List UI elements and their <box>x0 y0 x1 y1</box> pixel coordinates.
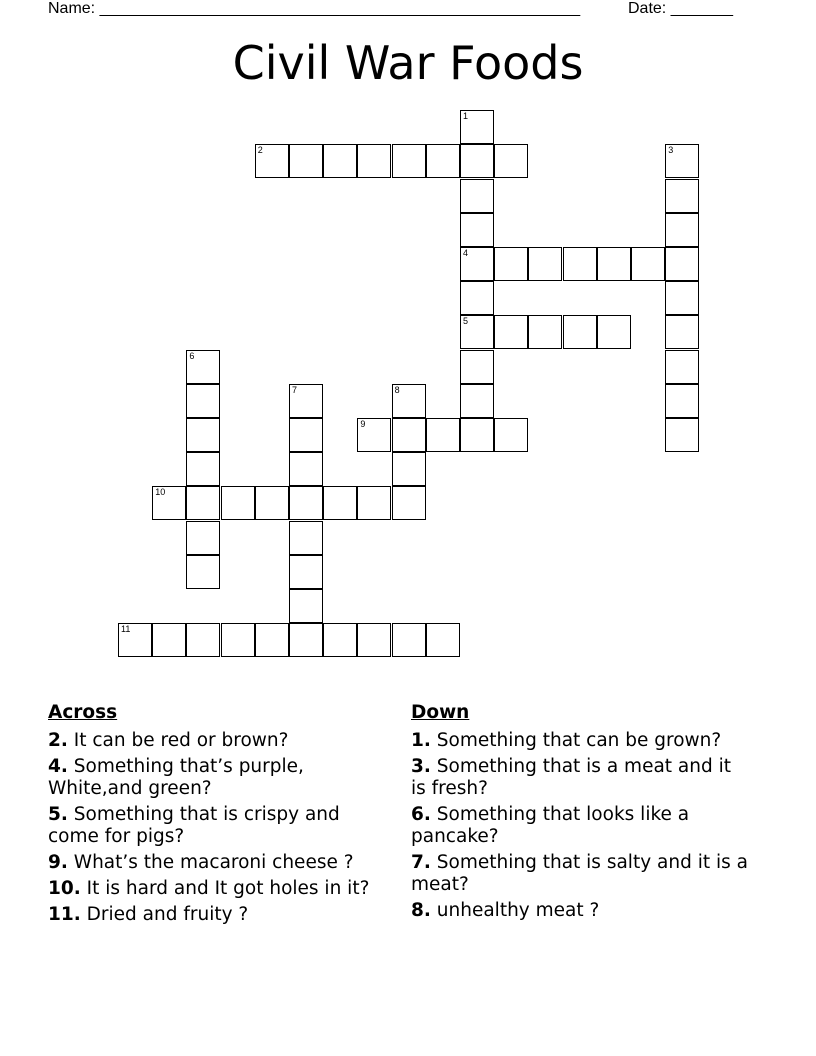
grid-cell[interactable] <box>494 247 528 281</box>
cell-number: 2 <box>257 145 263 156</box>
grid-cell[interactable] <box>665 247 699 281</box>
cell-number: 1 <box>463 111 469 122</box>
cell-number: 9 <box>360 419 366 429</box>
clue-text: Something that is crispy and come for pigs? <box>48 804 340 847</box>
date-field-label: Date: _______ <box>628 0 733 17</box>
grid-cell[interactable] <box>426 418 460 452</box>
down-heading: Down <box>411 702 470 723</box>
clue-text: Something that’s purple, White,and green? <box>48 756 304 799</box>
clue-down-1 <box>411 730 751 752</box>
grid-cell[interactable] <box>118 623 152 657</box>
clue-across-11 <box>48 904 388 926</box>
cell-number: 10 <box>155 487 166 498</box>
grid-cell[interactable] <box>665 315 699 349</box>
grid-cell[interactable] <box>255 144 289 178</box>
grid-cell[interactable] <box>323 623 357 657</box>
grid-cell[interactable] <box>186 350 220 384</box>
grid-cell[interactable] <box>597 315 631 349</box>
grid-cell[interactable] <box>665 213 699 247</box>
cell-number: 3 <box>668 145 674 156</box>
clue-number: 9. <box>48 852 68 873</box>
clue-across-9 <box>48 852 388 874</box>
grid-cell[interactable] <box>186 384 220 418</box>
across-heading: Across <box>48 702 118 723</box>
grid-cell[interactable] <box>357 144 391 178</box>
grid-cell[interactable] <box>494 144 528 178</box>
clue-number: 11. <box>48 904 81 925</box>
cell-number: 7 <box>292 384 298 395</box>
grid-cell[interactable] <box>289 452 323 486</box>
across-clues <box>48 702 388 930</box>
grid-cell[interactable] <box>357 418 391 452</box>
grid-cell[interactable] <box>392 418 426 452</box>
grid-cell[interactable] <box>186 486 220 520</box>
grid-cell[interactable] <box>460 418 494 452</box>
grid-cell[interactable] <box>221 486 255 520</box>
grid-cell[interactable] <box>631 247 665 281</box>
grid-cell[interactable] <box>494 418 528 452</box>
clue-down-6 <box>411 804 751 848</box>
clue-number: 8. <box>411 900 431 921</box>
grid-cell[interactable] <box>186 623 220 657</box>
clue-number: 3. <box>411 756 431 777</box>
grid-cell[interactable] <box>289 384 323 418</box>
clue-across-2 <box>48 730 388 752</box>
grid-cell[interactable] <box>323 144 357 178</box>
grid-cell[interactable] <box>392 486 426 520</box>
cell-number: 6 <box>189 350 195 361</box>
grid-cell[interactable] <box>460 179 494 213</box>
grid-cell[interactable] <box>460 213 494 247</box>
clue-text: unhealthy meat ? <box>430 900 600 921</box>
grid-cell[interactable] <box>289 623 323 657</box>
grid-cell[interactable] <box>289 144 323 178</box>
clue-down-8 <box>411 900 751 922</box>
grid-cell[interactable] <box>289 521 323 555</box>
grid-cell[interactable] <box>426 623 460 657</box>
clue-text: What’s the macaroni cheese ? <box>67 852 354 873</box>
grid-cell[interactable] <box>665 418 699 452</box>
grid-cell[interactable] <box>460 110 494 144</box>
grid-cell[interactable] <box>392 452 426 486</box>
grid-cell[interactable] <box>186 521 220 555</box>
grid-cell[interactable] <box>392 144 426 178</box>
clue-across-4 <box>48 756 388 800</box>
grid-cell[interactable] <box>597 247 631 281</box>
cell-number: 8 <box>394 384 400 395</box>
grid-cell[interactable] <box>528 315 562 349</box>
clue-text: Something that is salty and it is a meat? <box>411 852 748 895</box>
clue-down-7 <box>411 852 751 896</box>
clue-across-10 <box>48 878 388 900</box>
grid-cell[interactable] <box>289 486 323 520</box>
grid-cell[interactable] <box>357 623 391 657</box>
grid-cell[interactable] <box>460 281 494 315</box>
grid-cell[interactable] <box>665 384 699 418</box>
cell-number: 11 <box>121 624 131 635</box>
grid-cell[interactable] <box>289 589 323 623</box>
clue-number: 4. <box>48 756 68 777</box>
cell-number: 4 <box>463 248 469 258</box>
grid-cell[interactable] <box>289 418 323 452</box>
grid-cell[interactable] <box>255 623 289 657</box>
grid-cell[interactable] <box>528 247 562 281</box>
grid-cell[interactable] <box>460 350 494 384</box>
grid-cell[interactable] <box>665 144 699 178</box>
grid-cell[interactable] <box>563 247 597 281</box>
name-field-label: Name: ______________________________________________________ <box>48 0 581 17</box>
grid-cell[interactable] <box>221 623 255 657</box>
clue-number: 10. <box>48 878 81 899</box>
clue-text: It is hard and It got holes in it? <box>80 878 370 899</box>
grid-cell[interactable] <box>460 315 494 349</box>
down-clues <box>411 702 751 926</box>
grid-cell[interactable] <box>357 486 391 520</box>
clue-text: Something that is a meat and it is fresh? <box>411 756 731 799</box>
clue-text: Something that can be grown? <box>430 730 722 751</box>
clue-number: 7. <box>411 852 431 873</box>
grid-cell[interactable] <box>460 247 494 281</box>
grid-cell[interactable] <box>186 418 220 452</box>
grid-cell[interactable] <box>494 315 528 349</box>
grid-cell[interactable] <box>323 486 357 520</box>
grid-cell[interactable] <box>665 281 699 315</box>
grid-cell[interactable] <box>665 350 699 384</box>
clue-number: 6. <box>411 804 431 825</box>
clue-number: 2. <box>48 730 68 751</box>
grid-cell[interactable] <box>186 452 220 486</box>
grid-cell[interactable] <box>186 555 220 589</box>
grid-cell[interactable] <box>460 144 494 178</box>
grid-cell[interactable] <box>289 555 323 589</box>
cell-number: 5 <box>463 316 469 327</box>
clue-across-5 <box>48 804 388 848</box>
grid-cell[interactable] <box>426 144 460 178</box>
grid-cell[interactable] <box>665 179 699 213</box>
grid-cell[interactable] <box>392 623 426 657</box>
grid-cell[interactable] <box>255 486 289 520</box>
page-title: Civil War Foods <box>232 36 584 90</box>
grid-cell[interactable] <box>460 384 494 418</box>
clue-down-3 <box>411 756 751 800</box>
grid-cell[interactable] <box>392 384 426 418</box>
clue-number: 5. <box>48 804 68 825</box>
clue-text: Something that looks like a pancake? <box>411 804 690 847</box>
grid-cell[interactable] <box>152 486 186 520</box>
grid-cell[interactable] <box>152 623 186 657</box>
clue-text: It can be red or brown? <box>67 730 289 751</box>
grid-cell[interactable] <box>563 315 597 349</box>
clue-number: 1. <box>411 730 431 751</box>
clue-text: Dried and fruity ? <box>80 904 249 925</box>
